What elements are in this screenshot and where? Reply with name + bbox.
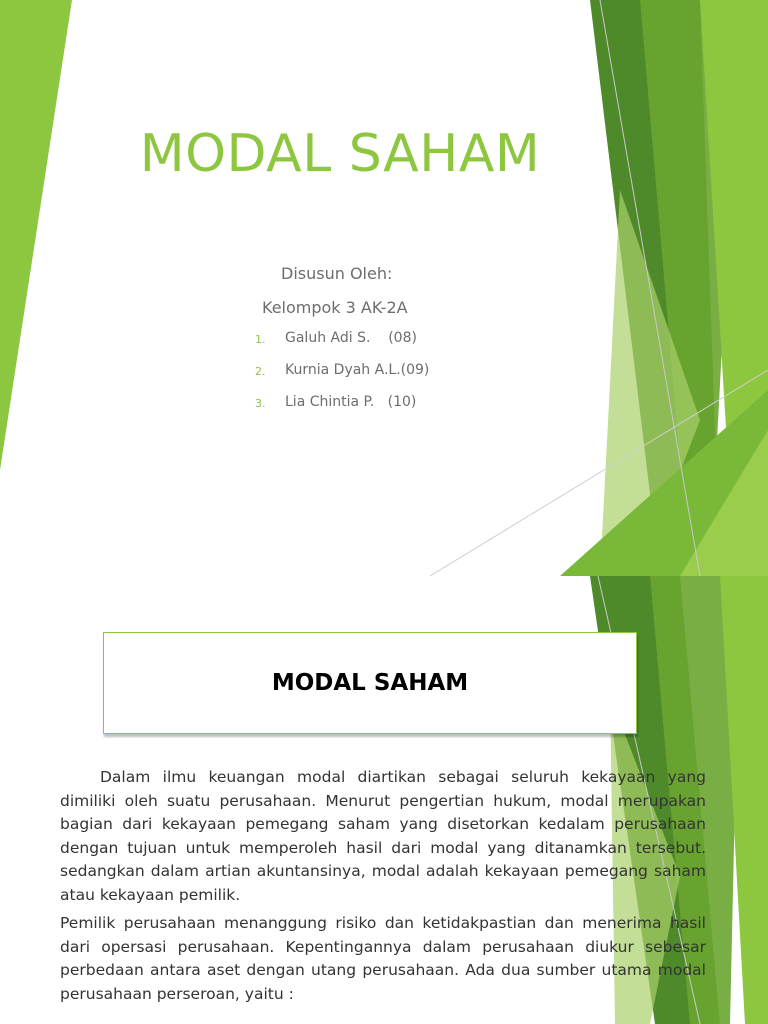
member-name: Lia Chintia P. (10): [285, 394, 417, 410]
paragraph-1: Dalam ilmu keuangan modal diartikan sebagai seluruh kekayaan yang dimiliki oleh suatu perusahaan. Menurut pengertian hukum, modal merupakan bagian dari kekayaan pemegang saham yang disetorkan kedalam perusahaan dengan tujuan untuk memperoleh hasil dari modal yang ditanamkan tersebut. sedangkan dalam artian akuntansinya, modal adalah kekayaan pemegang saham atau kekayaan pemilik.: [60, 768, 706, 904]
list-number: 2.: [255, 365, 266, 378]
slide-title: MODAL SAHAM: [139, 124, 541, 184]
list-number: 3.: [255, 397, 266, 410]
group-label: Kelompok 3 AK-2A: [262, 298, 408, 317]
list-item: [255, 394, 429, 426]
list-number: 1.: [255, 333, 266, 346]
content-slide: [0, 576, 768, 1024]
member-list: [255, 330, 429, 426]
slide-heading: MODAL SAHAM: [271, 670, 469, 696]
list-item: [255, 330, 429, 362]
paragraph-2: Pemilik perusahaan menanggung risiko dan ketidakpastian dan menerima hasil dari opersasi perusahaan. Kepentingannya dalam perusahaan diukur sebesar perbedaan antara aset dengan utang perusahaan. Ada dua sumber utama modal perusahaan perseroan, yaitu :: [60, 914, 706, 1003]
prepared-by-label: Disusun Oleh:: [281, 264, 393, 283]
heading-box: [103, 632, 637, 734]
list-item: [255, 362, 429, 394]
member-name: Galuh Adi S. (08): [285, 330, 417, 346]
member-name: Kurnia Dyah A.L.(09): [285, 362, 430, 378]
